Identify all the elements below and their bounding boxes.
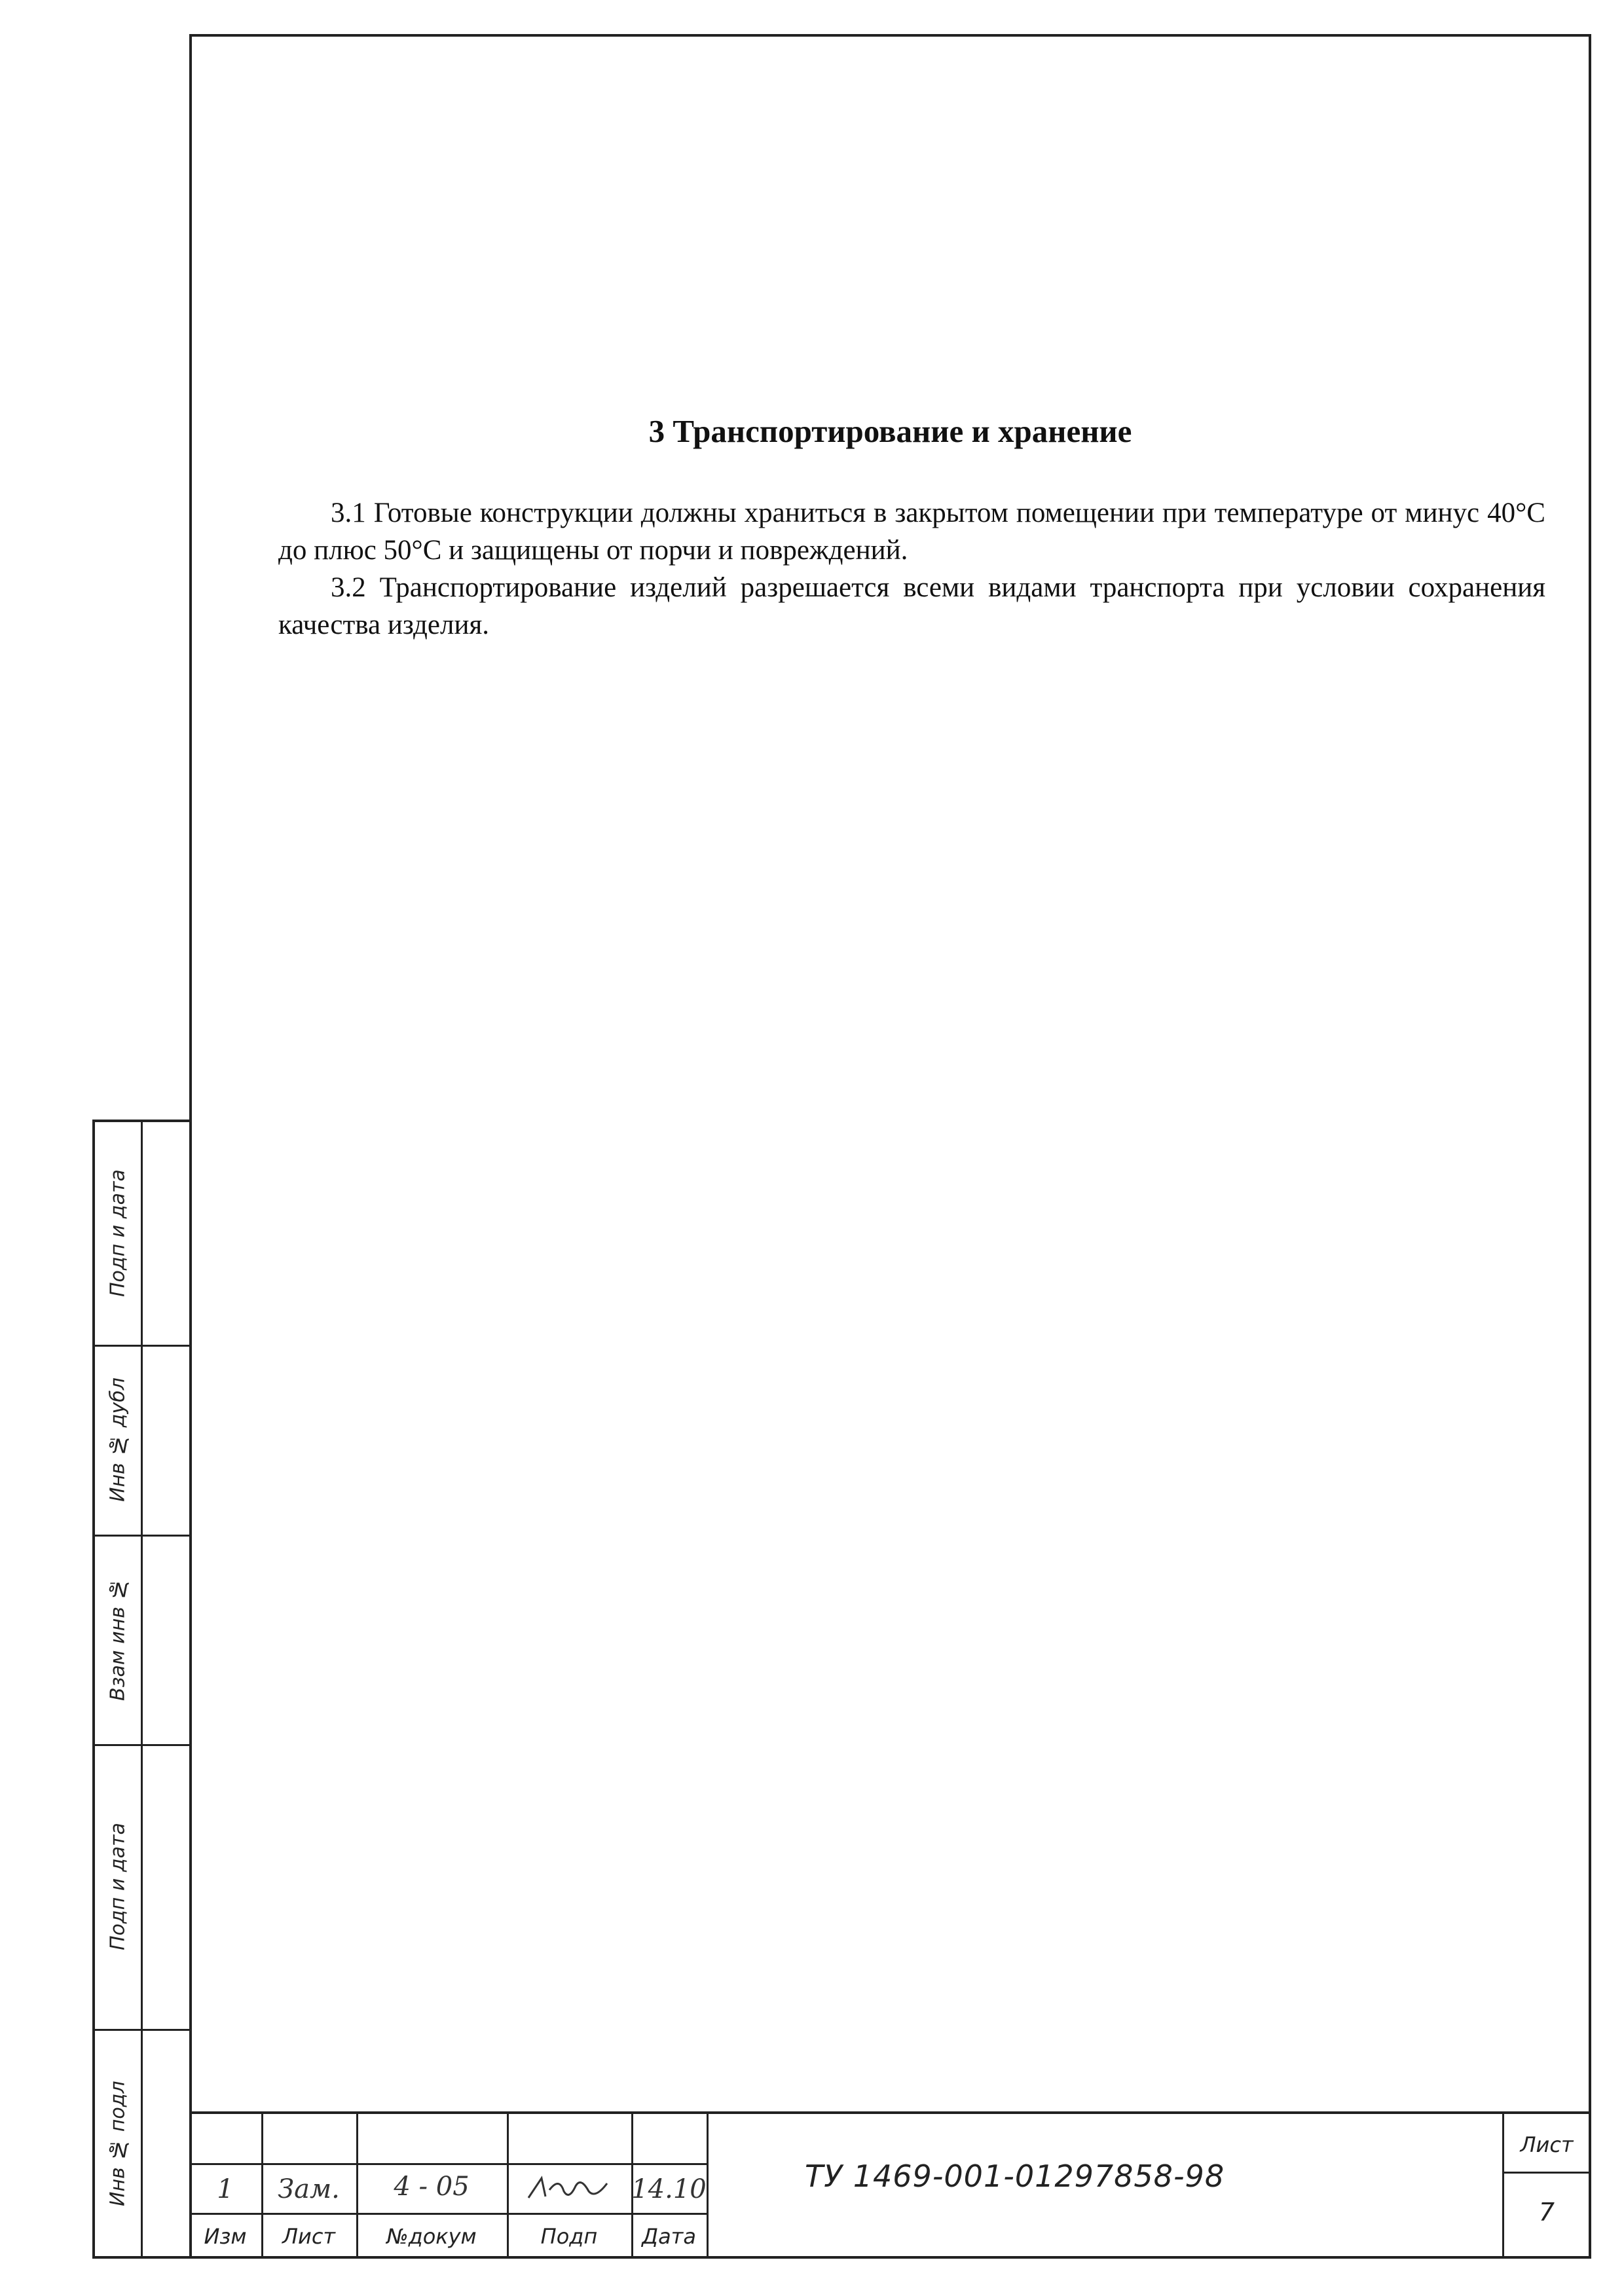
page-frame xyxy=(189,34,1591,2259)
side-label-sign-date: Подп и дата xyxy=(106,1169,130,1298)
side-label-sign-date-2: Подп и дата xyxy=(106,1823,130,1950)
tb-rule xyxy=(189,2213,707,2215)
side-label-dup-inv: Инв № дубл xyxy=(106,1377,130,1502)
section-heading: 3 Транспортирование и хранение xyxy=(648,413,1132,449)
side-stamp xyxy=(92,1120,189,2259)
paragraph-3-1: 3.1 Готовые конструкции должны храниться в закрытом помещении при температуре от минус 40°С до плюс 50°С и защищены от порчи и повреждений. xyxy=(278,498,1545,566)
change-doc: 4 - 05 xyxy=(394,2172,470,2202)
paragraph-3-2: 3.2 Транспортирование изделий разрешается всеми видами транспорта при условии сохранения качества изделия. xyxy=(278,572,1545,640)
tb-rule xyxy=(1502,2172,1591,2174)
col-label-date: Дата xyxy=(642,2224,696,2249)
side-label-replace-inv: Взам инв № xyxy=(106,1577,130,1702)
title-block xyxy=(189,2111,1591,2259)
document-designation: ТУ 1469-001-01297858-98 xyxy=(805,2159,1225,2194)
change-type: Зам. xyxy=(278,2174,340,2204)
change-signature xyxy=(507,2172,631,2211)
change-date: 14.10 xyxy=(631,2174,707,2204)
col-label-sign: Подп xyxy=(540,2224,598,2249)
col-label-list: Лист xyxy=(282,2224,336,2249)
col-label-izm: Изм xyxy=(204,2224,247,2249)
tb-divider xyxy=(707,2114,709,2259)
side-divider xyxy=(141,1122,143,2256)
sheet-label: Лист xyxy=(1520,2132,1574,2157)
tb-rule xyxy=(189,2163,707,2165)
signature-scribble-icon xyxy=(523,2172,615,2204)
sheet-number: 7 xyxy=(1538,2198,1555,2227)
side-label-orig-inv: Инв № подл xyxy=(106,2081,130,2206)
change-rev: 1 xyxy=(217,2174,234,2204)
section-body xyxy=(278,494,1545,644)
col-label-doc: №докум xyxy=(386,2224,477,2249)
